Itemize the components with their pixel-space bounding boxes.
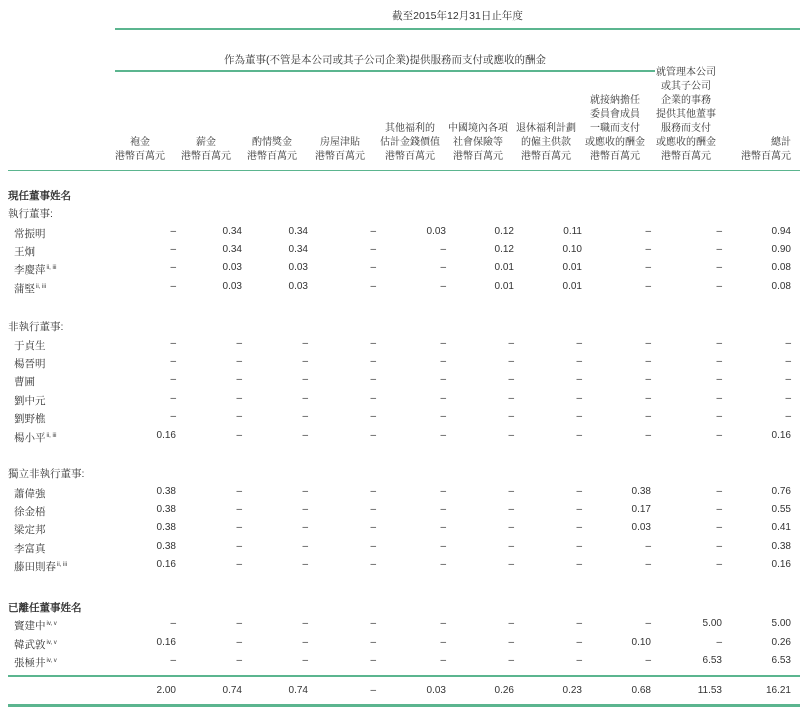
director-name: [14, 430, 57, 445]
table-cell: 0.10: [631, 637, 651, 648]
column-header-7: [510, 122, 582, 164]
group-non-executive-directors: 非執行董事:: [8, 321, 64, 333]
table-cell: –: [370, 374, 376, 385]
director-note-ref: ii, iii: [57, 561, 67, 568]
column-header-5: [374, 122, 446, 164]
column-header-line: 委員會成員: [590, 109, 640, 120]
director-name: [14, 356, 46, 371]
table-cell: –: [170, 281, 176, 292]
total-top-rule: [8, 675, 800, 677]
director-name-text: 蒲堅: [14, 283, 35, 295]
table-cell: –: [236, 338, 242, 349]
table-cell: –: [576, 374, 582, 385]
table-cell: 0.16: [771, 430, 791, 441]
table-cell: 0.08: [771, 262, 791, 273]
column-header-line: 退休福利計劃: [516, 123, 576, 134]
director-note-ref: ii, iii: [46, 432, 57, 439]
group-header: 作為董事(不管是本公司或其子公司企業)提供服務而支付或應收的酬金: [224, 54, 546, 66]
table-cell: –: [440, 281, 446, 292]
total-cell: 0.23: [562, 685, 582, 696]
column-header-10: [719, 136, 791, 164]
table-cell: –: [370, 504, 376, 515]
table-cell: –: [440, 374, 446, 385]
table-cell: –: [236, 618, 242, 629]
table-cell: –: [576, 393, 582, 404]
table-cell: –: [236, 522, 242, 533]
table-cell: –: [370, 541, 376, 552]
table-cell: –: [370, 411, 376, 422]
total-cell: –: [370, 685, 376, 696]
table-cell: –: [440, 244, 446, 255]
table-cell: –: [370, 281, 376, 292]
table-cell: –: [645, 541, 651, 552]
table-cell: 0.17: [631, 504, 651, 515]
column-header-line: 中國境內各項: [448, 123, 508, 134]
table-cell: –: [716, 281, 722, 292]
director-note-ref: ii, iii: [36, 283, 46, 290]
table-cell: –: [440, 655, 446, 666]
table-cell: 0.34: [222, 244, 242, 255]
director-name-text: 李富真: [14, 543, 46, 555]
table-cell: –: [576, 559, 582, 570]
table-cell: 0.34: [288, 226, 308, 237]
table-cell: –: [440, 262, 446, 273]
table-cell: 5.00: [771, 618, 791, 629]
table-cell: –: [576, 637, 582, 648]
column-header-line: 酌情獎金: [252, 137, 292, 148]
column-header-3: [236, 136, 308, 164]
table-cell: –: [302, 504, 308, 515]
table-cell: –: [645, 559, 651, 570]
table-cell: –: [440, 504, 446, 515]
section-current-directors: 現任董事姓名: [8, 190, 71, 202]
table-cell: 0.38: [156, 486, 176, 497]
director-name-text: 藤田則春: [14, 561, 56, 573]
director-name-text: 韓武敦: [14, 639, 46, 651]
table-cell: –: [508, 486, 514, 497]
director-note-ref: iv, v: [46, 657, 57, 664]
table-cell: –: [645, 374, 651, 385]
director-name: [14, 655, 57, 670]
table-cell: –: [645, 356, 651, 367]
table-cell: –: [716, 226, 722, 237]
table-cell: –: [645, 393, 651, 404]
director-name: [14, 541, 46, 556]
director-name-text: 劉中元: [14, 395, 46, 407]
column-header-line: 總計: [771, 137, 791, 148]
table-cell: –: [236, 486, 242, 497]
table-cell: –: [716, 356, 722, 367]
table-cell: –: [508, 559, 514, 570]
column-header-line: 港幣百萬元: [453, 151, 503, 162]
table-cell: –: [236, 559, 242, 570]
table-cell: –: [440, 541, 446, 552]
table-cell: –: [370, 356, 376, 367]
director-note-ref: ii, iii: [46, 264, 57, 271]
table-cell: –: [440, 356, 446, 367]
table-cell: –: [576, 411, 582, 422]
column-header-9: [650, 66, 722, 164]
table-cell: 6.53: [702, 655, 722, 666]
group-executive-directors: 執行董事:: [8, 208, 53, 220]
director-name-text: 梁定邦: [14, 524, 46, 536]
table-cell: –: [785, 374, 791, 385]
table-cell: –: [302, 618, 308, 629]
table-cell: –: [302, 559, 308, 570]
table-cell: –: [508, 618, 514, 629]
table-cell: –: [170, 393, 176, 404]
table-cell: 0.34: [222, 226, 242, 237]
director-name-text: 劉野樵: [14, 413, 46, 425]
total-bottom-rule: [8, 704, 800, 707]
section-former-directors: 已離任董事姓名: [8, 602, 82, 614]
table-cell: –: [302, 541, 308, 552]
column-header-line: 或應收的酬金: [656, 137, 716, 148]
table-cell: –: [508, 338, 514, 349]
table-cell: –: [302, 637, 308, 648]
table-cell: –: [236, 374, 242, 385]
table-cell: –: [508, 411, 514, 422]
table-cell: –: [576, 486, 582, 497]
table-cell: –: [508, 393, 514, 404]
column-header-line: 港幣百萬元: [181, 151, 231, 162]
table-cell: –: [508, 374, 514, 385]
director-name-text: 于貞生: [14, 340, 46, 352]
table-cell: –: [440, 522, 446, 533]
period-header: 截至2015年12月31日止年度: [392, 10, 523, 22]
director-name: [14, 411, 46, 426]
table-cell: –: [576, 541, 582, 552]
table-cell: –: [645, 226, 651, 237]
table-cell: –: [170, 262, 176, 273]
column-header-line: 的僱主供款: [521, 137, 571, 148]
table-cell: –: [236, 504, 242, 515]
table-cell: –: [236, 411, 242, 422]
table-cell: –: [508, 430, 514, 441]
table-cell: –: [716, 430, 722, 441]
table-cell: –: [508, 504, 514, 515]
table-cell: –: [302, 393, 308, 404]
director-name: [14, 244, 35, 259]
column-header-line: 港幣百萬元: [115, 151, 165, 162]
column-header-line: 港幣百萬元: [247, 151, 297, 162]
director-name: [14, 559, 67, 574]
director-name-text: 楊小平: [14, 432, 46, 444]
table-cell: 0.38: [631, 486, 651, 497]
table-cell: –: [716, 393, 722, 404]
table-cell: 0.76: [771, 486, 791, 497]
table-cell: –: [440, 618, 446, 629]
column-header-line: 就接納擔任: [590, 95, 640, 106]
director-name: [14, 637, 57, 652]
table-cell: 0.01: [562, 281, 582, 292]
table-cell: –: [645, 618, 651, 629]
table-cell: –: [576, 430, 582, 441]
column-header-line: 或其子公司: [661, 81, 711, 92]
table-cell: –: [170, 374, 176, 385]
table-cell: 0.03: [222, 281, 242, 292]
total-cell: 0.74: [288, 685, 308, 696]
table-cell: –: [170, 244, 176, 255]
table-cell: –: [170, 356, 176, 367]
column-header-line: 就管理本公司: [656, 67, 716, 78]
table-cell: 0.08: [771, 281, 791, 292]
table-cell: –: [370, 618, 376, 629]
table-cell: –: [645, 655, 651, 666]
table-cell: –: [302, 411, 308, 422]
director-name: [14, 618, 57, 633]
column-header-line: 港幣百萬元: [521, 151, 571, 162]
table-cell: –: [716, 411, 722, 422]
director-name-text: 楊晉明: [14, 358, 46, 370]
table-cell: 0.01: [494, 281, 514, 292]
table-cell: 0.55: [771, 504, 791, 515]
table-cell: 0.38: [156, 541, 176, 552]
table-cell: 0.94: [771, 226, 791, 237]
table-cell: –: [302, 522, 308, 533]
table-cell: –: [170, 618, 176, 629]
table-cell: –: [716, 374, 722, 385]
table-cell: –: [576, 504, 582, 515]
column-header-line: 企業的事務: [661, 95, 711, 106]
table-cell: –: [716, 486, 722, 497]
table-cell: 0.01: [562, 262, 582, 273]
director-name-text: 王炯: [14, 246, 35, 258]
table-cell: –: [440, 430, 446, 441]
column-header-line: 薪金: [196, 137, 216, 148]
column-header-line: 港幣百萬元: [385, 151, 435, 162]
total-cell: 0.68: [631, 685, 651, 696]
director-name: [14, 504, 46, 519]
table-cell: –: [236, 541, 242, 552]
table-cell: –: [645, 244, 651, 255]
table-cell: –: [576, 522, 582, 533]
table-cell: 0.03: [222, 262, 242, 273]
table-cell: 0.34: [288, 244, 308, 255]
table-cell: 0.41: [771, 522, 791, 533]
table-cell: –: [440, 393, 446, 404]
table-cell: –: [716, 244, 722, 255]
total-cell: 0.74: [222, 685, 242, 696]
table-cell: –: [302, 356, 308, 367]
table-cell: –: [645, 262, 651, 273]
director-name-text: 竇建中: [14, 620, 46, 632]
table-cell: –: [785, 356, 791, 367]
table-cell: –: [440, 637, 446, 648]
table-cell: –: [508, 655, 514, 666]
director-name: [14, 486, 46, 501]
table-cell: 0.16: [156, 559, 176, 570]
column-header-4: [304, 136, 376, 164]
table-cell: –: [440, 486, 446, 497]
table-cell: –: [716, 541, 722, 552]
header-bottom-rule: [8, 170, 800, 171]
table-cell: –: [645, 281, 651, 292]
table-cell: –: [370, 338, 376, 349]
table-cell: –: [576, 655, 582, 666]
director-name-text: 李慶萍: [14, 264, 46, 276]
table-cell: –: [716, 262, 722, 273]
column-header-line: 服務而支付: [661, 123, 711, 134]
column-header-8: [579, 94, 651, 164]
director-name: [14, 522, 46, 537]
table-cell: 0.16: [156, 637, 176, 648]
total-cell: 16.21: [765, 685, 791, 696]
table-cell: –: [236, 637, 242, 648]
table-cell: 5.00: [702, 618, 722, 629]
table-cell: –: [370, 637, 376, 648]
group-independent-directors: 獨立非執行董事:: [8, 468, 85, 480]
table-cell: –: [302, 486, 308, 497]
column-header-line: 港幣百萬元: [661, 151, 711, 162]
table-cell: 0.12: [494, 244, 514, 255]
table-cell: –: [440, 411, 446, 422]
table-cell: 0.12: [494, 226, 514, 237]
total-cell: 0.26: [494, 685, 514, 696]
column-header-line: 一職而支付: [590, 123, 640, 134]
table-cell: –: [370, 393, 376, 404]
table-cell: –: [302, 374, 308, 385]
director-name: [14, 226, 46, 241]
total-cell: 11.53: [697, 685, 722, 696]
table-cell: 0.26: [771, 637, 791, 648]
column-header-line: 港幣百萬元: [315, 151, 365, 162]
table-cell: 0.03: [288, 281, 308, 292]
table-cell: 0.90: [771, 244, 791, 255]
table-cell: –: [170, 226, 176, 237]
table-cell: –: [302, 430, 308, 441]
table-cell: –: [785, 338, 791, 349]
column-header-line: 提供其他董事: [656, 109, 716, 120]
director-note-ref: iv, v: [46, 639, 57, 646]
column-header-line: 社會保險等: [453, 137, 503, 148]
column-header-line: 或應收的酬金: [585, 137, 645, 148]
director-name: [14, 393, 46, 408]
director-name-text: 徐金梧: [14, 506, 46, 518]
table-cell: –: [440, 559, 446, 570]
table-cell: –: [170, 655, 176, 666]
table-cell: –: [370, 226, 376, 237]
table-cell: –: [236, 430, 242, 441]
period-rule: [115, 28, 800, 30]
director-name-text: 常振明: [14, 228, 46, 240]
table-cell: –: [716, 338, 722, 349]
column-header-1: [104, 136, 176, 164]
column-header-line: 估計金錢價值: [380, 137, 440, 148]
director-name-text: 張極井: [14, 657, 46, 669]
table-cell: –: [236, 356, 242, 367]
table-cell: 0.38: [771, 541, 791, 552]
table-cell: –: [576, 618, 582, 629]
table-cell: –: [508, 637, 514, 648]
column-header-line: 港幣百萬元: [590, 151, 640, 162]
column-header-line: 房屋津貼: [320, 137, 360, 148]
table-cell: –: [508, 541, 514, 552]
column-header-2: [170, 136, 242, 164]
column-header-6: [442, 122, 514, 164]
table-cell: –: [236, 393, 242, 404]
director-name: [14, 262, 57, 277]
table-cell: 0.03: [288, 262, 308, 273]
table-cell: 0.01: [494, 262, 514, 273]
director-name: [14, 374, 35, 389]
table-cell: –: [645, 430, 651, 441]
column-header-line: 袍金: [130, 137, 150, 148]
table-cell: –: [170, 411, 176, 422]
director-name: [14, 281, 46, 296]
table-cell: –: [370, 522, 376, 533]
table-cell: –: [716, 522, 722, 533]
table-cell: 0.11: [563, 226, 582, 237]
group-rule: [115, 70, 655, 72]
table-cell: –: [302, 655, 308, 666]
table-cell: 0.16: [156, 430, 176, 441]
table-cell: 6.53: [771, 655, 791, 666]
table-cell: –: [576, 338, 582, 349]
column-header-line: 港幣百萬元: [741, 151, 791, 162]
table-cell: –: [440, 338, 446, 349]
column-header-line: 其他福利的: [385, 123, 435, 134]
table-cell: –: [576, 356, 582, 367]
table-cell: –: [370, 559, 376, 570]
table-cell: 0.10: [562, 244, 582, 255]
table-cell: –: [370, 430, 376, 441]
total-cell: 2.00: [156, 685, 176, 696]
table-cell: 0.03: [426, 226, 446, 237]
table-cell: 0.38: [156, 504, 176, 515]
table-cell: –: [785, 411, 791, 422]
table-cell: –: [370, 262, 376, 273]
table-cell: –: [785, 393, 791, 404]
total-cell: 0.03: [426, 685, 446, 696]
director-name-text: 曹圃: [14, 376, 35, 388]
table-cell: –: [508, 522, 514, 533]
table-cell: 0.16: [771, 559, 791, 570]
table-cell: –: [645, 411, 651, 422]
table-cell: –: [302, 338, 308, 349]
table-cell: –: [645, 338, 651, 349]
table-cell: 0.38: [156, 522, 176, 533]
table-cell: 0.03: [631, 522, 651, 533]
table-cell: –: [716, 504, 722, 515]
table-cell: –: [370, 655, 376, 666]
table-cell: –: [508, 356, 514, 367]
table-cell: –: [170, 338, 176, 349]
table-cell: –: [716, 637, 722, 648]
table-cell: –: [370, 486, 376, 497]
director-note-ref: iv, v: [46, 620, 57, 627]
director-name-text: 蕭偉強: [14, 488, 46, 500]
director-name: [14, 338, 46, 353]
table-cell: –: [370, 244, 376, 255]
table-cell: –: [236, 655, 242, 666]
table-cell: –: [716, 559, 722, 570]
